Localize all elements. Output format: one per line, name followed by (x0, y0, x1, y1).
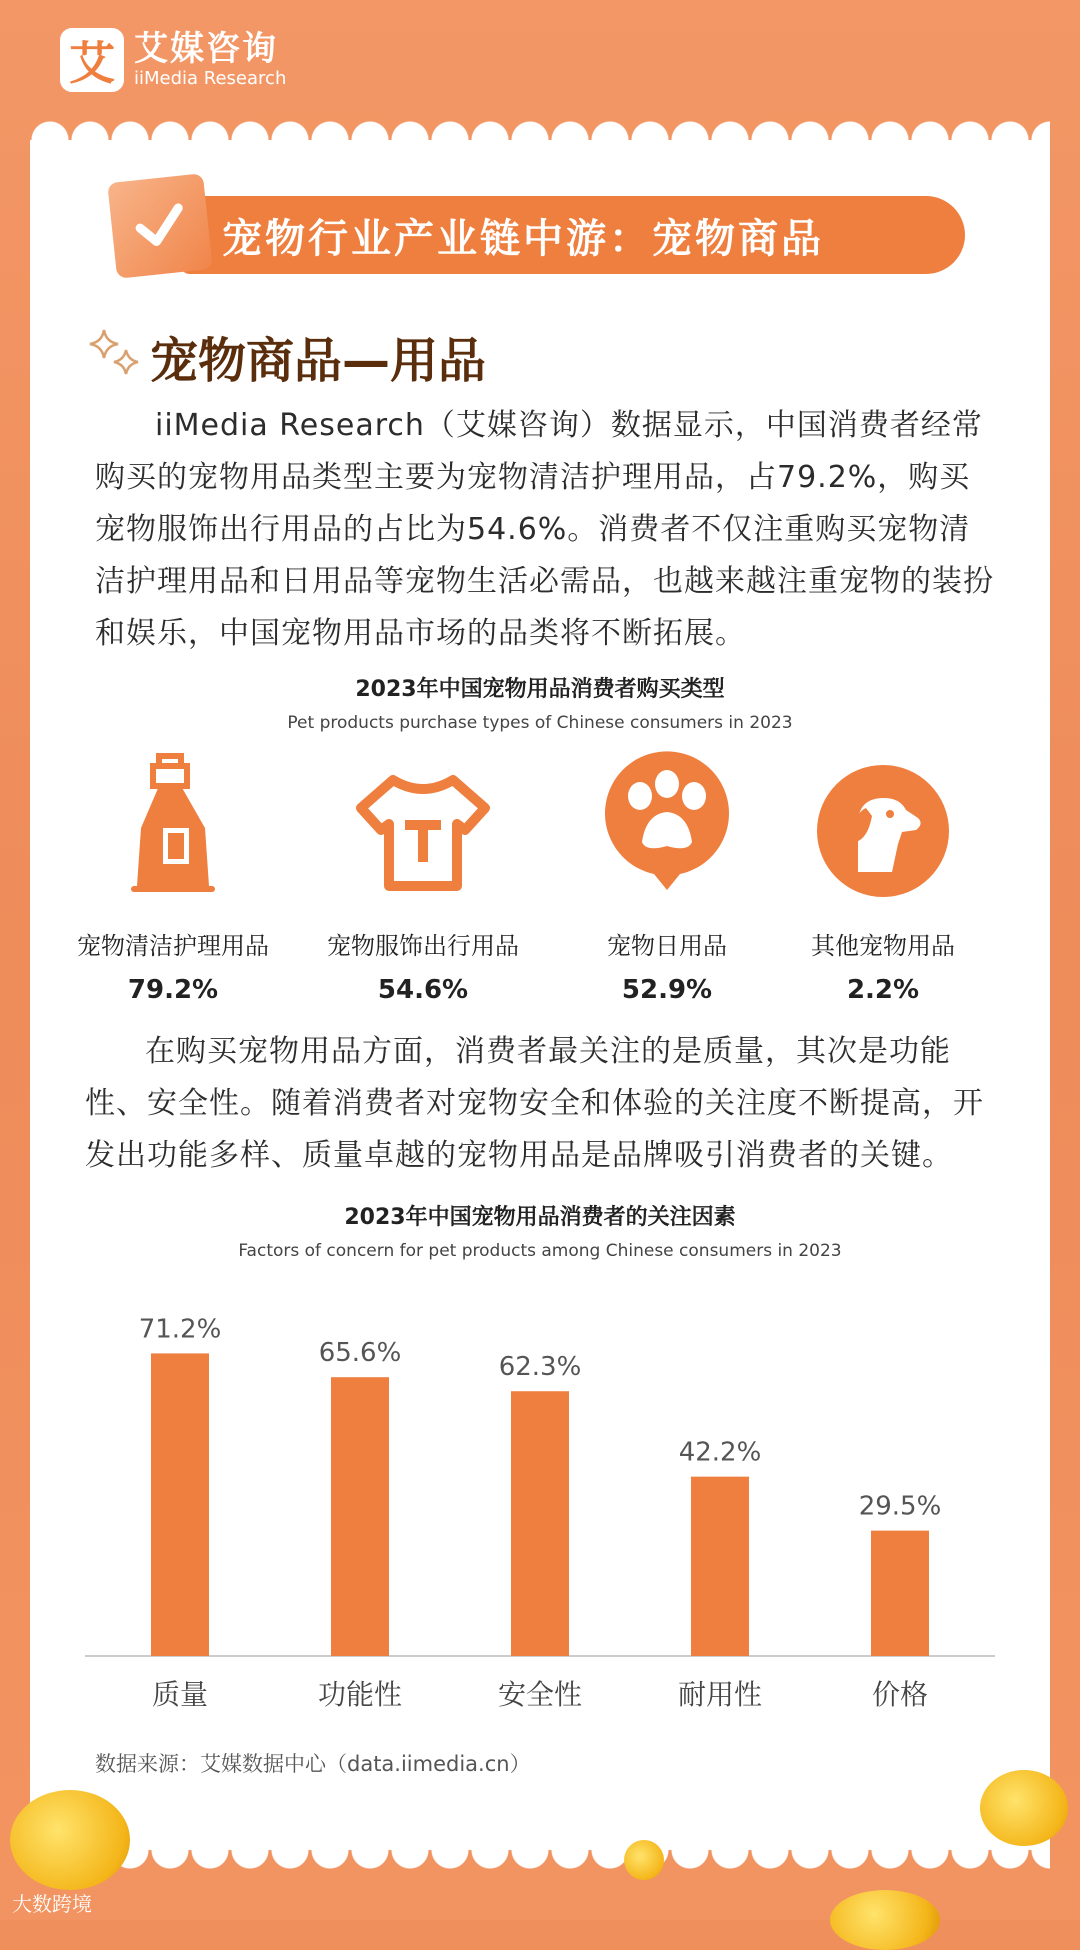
purchase-type-label: 宠物清洁护理用品 (77, 932, 269, 960)
x-tick-label: 耐用性 (677, 1678, 763, 1711)
bar-value-label: 71.2% (138, 1314, 222, 1345)
intro-paragraph: iiMedia Research（艾媒咨询）数据显示，中国消费者经常购买的宠物用品类型主要为宠物清洁护理用品，占79.2%，购买宠物服饰出行用品的占比为54.6%。消费者不仅注重购买宠物清洁护理用品和日用品等宠物生活必需品，也越来越注重宠物的装扮和娱乐，中国宠物用品市场的品类将不断拓展。 (95, 408, 994, 651)
purchase-types-subtitle: Pet products purchase types of Chinese consumers in 2023 (287, 713, 793, 733)
data-source: 数据来源：艾媒数据中心（data.iimedia.cn） (95, 1752, 531, 1776)
factors-chart-header (30, 1200, 1050, 1261)
logo-name-cn: 艾媒咨询 (134, 29, 278, 69)
dog-icon (768, 748, 998, 898)
checkmark-icon (107, 173, 213, 279)
coin-icon (10, 1790, 130, 1890)
footer-brand: 大数跨境 (12, 1892, 92, 1916)
purchase-types-title: 2023年中国宠物用品消费者购买类型 (355, 677, 725, 702)
logo-mark: 艾 (60, 28, 124, 92)
factors-paragraph: 在购买宠物用品方面，消费者最关注的是质量，其次是功能性、安全性。随着消费者对宠物安全和体验的关注度不断提高，开发出功能多样、质量卓越的宠物用品是品牌吸引消费者的关键。 (85, 1034, 984, 1173)
card-scallop-bottom (30, 1850, 1050, 1872)
x-tick-label: 功能性 (317, 1678, 403, 1711)
bar (871, 1531, 929, 1656)
purchase-type-item (308, 748, 538, 1005)
purchase-type-value: 54.6% (377, 975, 469, 1005)
bar-value-label: 62.3% (498, 1352, 582, 1383)
coin-icon (624, 1840, 664, 1880)
bar (331, 1377, 389, 1656)
purchase-types-chart-header (30, 672, 1050, 733)
purchase-type-item (58, 748, 288, 1005)
factors-title: 2023年中国宠物用品消费者的关注因素 (344, 1205, 736, 1230)
bar-value-label: 42.2% (678, 1437, 762, 1468)
purchase-type-label: 其他宠物用品 (811, 932, 955, 960)
purchase-type-value: 2.2% (846, 975, 920, 1005)
bar-value-label: 65.6% (318, 1338, 402, 1369)
factors-bar-chart (80, 1290, 1000, 1730)
brand-logo (60, 28, 286, 92)
logo-name-en: iiMedia Research (134, 68, 287, 89)
purchase-type-value: 79.2% (127, 975, 219, 1005)
purchase-type-label: 宠物日用品 (607, 932, 727, 960)
purchase-type-item (768, 748, 998, 1005)
purchase-type-label: 宠物服饰出行用品 (327, 932, 519, 960)
bar (511, 1391, 569, 1656)
x-tick-label: 质量 (151, 1678, 209, 1711)
coin-icon (980, 1770, 1068, 1846)
page-title-banner (180, 196, 965, 274)
purchase-type-item (552, 748, 782, 1005)
coin-icon (830, 1890, 940, 1950)
page-title: 宠物行业产业链中游：宠物商品 (222, 215, 824, 262)
paw-icon (552, 748, 782, 898)
purchase-type-value: 52.9% (621, 975, 713, 1005)
bar (691, 1477, 749, 1656)
section-title: 宠物商品—用品 (150, 333, 487, 389)
factors-subtitle: Factors of concern for pet products among Chinese consumers in 2023 (238, 1241, 842, 1261)
sparkle-icon (88, 328, 144, 384)
bar (151, 1353, 209, 1656)
shampoo-bottle-icon (58, 748, 288, 898)
x-tick-label: 安全性 (497, 1678, 583, 1711)
card-scallop-top (30, 118, 1050, 140)
bar-value-label: 29.5% (858, 1491, 942, 1522)
pet-shirt-icon (308, 748, 538, 898)
x-tick-label: 价格 (871, 1678, 929, 1711)
